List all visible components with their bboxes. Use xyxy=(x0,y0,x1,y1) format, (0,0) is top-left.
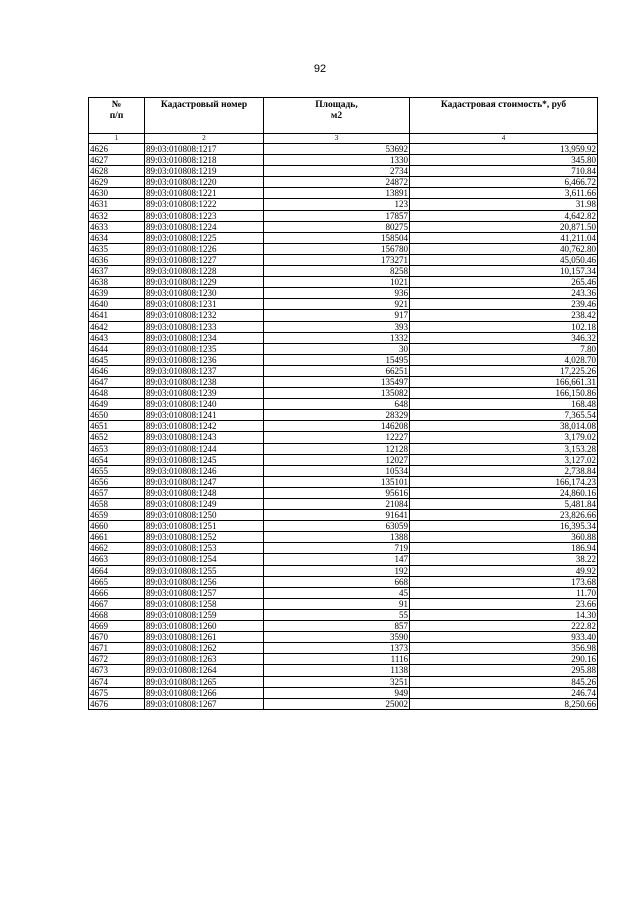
area-value: 393 xyxy=(264,321,410,332)
row-number: 4658 xyxy=(89,499,145,510)
cadastral-number: 89:03:010808:1266 xyxy=(145,687,264,698)
table-row xyxy=(89,410,598,421)
row-number: 4644 xyxy=(89,343,145,354)
cadastral-number: 89:03:010808:1251 xyxy=(145,521,264,532)
row-number: 4633 xyxy=(89,221,145,232)
row-number: 4646 xyxy=(89,365,145,376)
table-row xyxy=(89,698,598,709)
page-number: 92 xyxy=(313,63,327,75)
header-row xyxy=(89,98,598,134)
row-number: 4637 xyxy=(89,266,145,277)
cadastral-number: 89:03:010808:1239 xyxy=(145,388,264,399)
column-number-4: 4 xyxy=(410,134,598,144)
cost-value: 222.82 xyxy=(410,621,598,632)
area-value: 156780 xyxy=(264,243,410,254)
table-row xyxy=(89,521,598,532)
cadastral-number: 89:03:010808:1228 xyxy=(145,266,264,277)
column-number-row xyxy=(89,134,598,144)
cost-value: 4,642.82 xyxy=(410,210,598,221)
cadastral-number: 89:03:010808:1226 xyxy=(145,243,264,254)
column-number-1: 1 xyxy=(89,134,145,144)
cost-value: 3,127.02 xyxy=(410,454,598,465)
area-value: 91 xyxy=(264,598,410,609)
cadastral-number: 89:03:010808:1224 xyxy=(145,221,264,232)
table-row xyxy=(89,687,598,698)
row-number: 4660 xyxy=(89,521,145,532)
area-value: 63059 xyxy=(264,521,410,532)
cadastral-number: 89:03:010808:1220 xyxy=(145,177,264,188)
table-row xyxy=(89,343,598,354)
row-number: 4640 xyxy=(89,299,145,310)
table-row xyxy=(89,166,598,177)
cost-value: 239.46 xyxy=(410,299,598,310)
table-row xyxy=(89,288,598,299)
area-value: 1388 xyxy=(264,532,410,543)
cadastral-number: 89:03:010808:1265 xyxy=(145,676,264,687)
cadastral-number: 89:03:010808:1253 xyxy=(145,543,264,554)
row-number: 4675 xyxy=(89,687,145,698)
table-row xyxy=(89,243,598,254)
row-number: 4654 xyxy=(89,454,145,465)
row-number: 4657 xyxy=(89,487,145,498)
cost-value: 173.68 xyxy=(410,576,598,587)
table-row xyxy=(89,376,598,387)
cost-value: 243.36 xyxy=(410,288,598,299)
area-value: 2734 xyxy=(264,166,410,177)
cadastral-number: 89:03:010808:1264 xyxy=(145,665,264,676)
cost-value: 246.74 xyxy=(410,687,598,698)
cadastral-number: 89:03:010808:1238 xyxy=(145,376,264,387)
cadastral-number: 89:03:010808:1263 xyxy=(145,654,264,665)
cadastral-number: 89:03:010808:1244 xyxy=(145,443,264,454)
cost-value: 356.98 xyxy=(410,643,598,654)
cadastral-number: 89:03:010808:1240 xyxy=(145,399,264,410)
cost-value: 5,481.84 xyxy=(410,499,598,510)
row-number: 4645 xyxy=(89,354,145,365)
cadastral-number: 89:03:010808:1246 xyxy=(145,465,264,476)
row-number: 4673 xyxy=(89,665,145,676)
table-row xyxy=(89,643,598,654)
cost-value: 360.88 xyxy=(410,532,598,543)
cost-value: 3,179.02 xyxy=(410,432,598,443)
table-row xyxy=(89,621,598,632)
cost-value: 186.94 xyxy=(410,543,598,554)
area-value: 8258 xyxy=(264,266,410,277)
cost-value: 11.70 xyxy=(410,587,598,598)
table-row xyxy=(89,321,598,332)
row-number: 4630 xyxy=(89,188,145,199)
cadastral-number: 89:03:010808:1221 xyxy=(145,188,264,199)
table-row xyxy=(89,199,598,210)
row-number: 4661 xyxy=(89,532,145,543)
row-number: 4659 xyxy=(89,510,145,521)
cadastral-number: 89:03:010808:1259 xyxy=(145,609,264,620)
area-value: 648 xyxy=(264,399,410,410)
header-cadastral-cost: Кадастровая стоимость*, руб xyxy=(410,98,598,134)
row-number: 4651 xyxy=(89,421,145,432)
cadastral-table xyxy=(88,97,598,710)
row-number: 4669 xyxy=(89,621,145,632)
row-number: 4636 xyxy=(89,254,145,265)
table-row xyxy=(89,454,598,465)
area-value: 857 xyxy=(264,621,410,632)
area-value: 135497 xyxy=(264,376,410,387)
cadastral-number: 89:03:010808:1249 xyxy=(145,499,264,510)
cost-value: 38.22 xyxy=(410,554,598,565)
cadastral-number: 89:03:010808:1247 xyxy=(145,476,264,487)
cadastral-number: 89:03:010808:1255 xyxy=(145,565,264,576)
table-row xyxy=(89,277,598,288)
row-number: 4627 xyxy=(89,155,145,166)
cadastral-number: 89:03:010808:1231 xyxy=(145,299,264,310)
table-row xyxy=(89,210,598,221)
area-value: 921 xyxy=(264,299,410,310)
area-value: 45 xyxy=(264,587,410,598)
area-value: 15495 xyxy=(264,354,410,365)
table-row xyxy=(89,432,598,443)
area-value: 173271 xyxy=(264,254,410,265)
table-row xyxy=(89,144,598,155)
table-row xyxy=(89,177,598,188)
cost-value: 345.80 xyxy=(410,155,598,166)
cost-value: 710.84 xyxy=(410,166,598,177)
area-value: 668 xyxy=(264,576,410,587)
cost-value: 16,395.34 xyxy=(410,521,598,532)
area-value: 12227 xyxy=(264,432,410,443)
column-number-3: 3 xyxy=(264,134,410,144)
table-row xyxy=(89,399,598,410)
cadastral-number: 89:03:010808:1223 xyxy=(145,210,264,221)
row-number: 4628 xyxy=(89,166,145,177)
header-cadastral-number: Кадастровый номер xyxy=(145,98,264,134)
cost-value: 346.32 xyxy=(410,332,598,343)
table-row xyxy=(89,155,598,166)
table-row xyxy=(89,510,598,521)
cost-value: 45,050.46 xyxy=(410,254,598,265)
cadastral-number: 89:03:010808:1254 xyxy=(145,554,264,565)
cadastral-number: 89:03:010808:1248 xyxy=(145,487,264,498)
row-number: 4662 xyxy=(89,543,145,554)
row-number: 4642 xyxy=(89,321,145,332)
area-value: 10534 xyxy=(264,465,410,476)
area-value: 17857 xyxy=(264,210,410,221)
cost-value: 23.66 xyxy=(410,598,598,609)
cost-value: 31.98 xyxy=(410,199,598,210)
area-value: 80275 xyxy=(264,221,410,232)
cost-value: 7.80 xyxy=(410,343,598,354)
area-value: 1116 xyxy=(264,654,410,665)
cadastral-number: 89:03:010808:1234 xyxy=(145,332,264,343)
table-row xyxy=(89,232,598,243)
cadastral-number: 89:03:010808:1261 xyxy=(145,632,264,643)
cost-value: 7,365.54 xyxy=(410,410,598,421)
cost-value: 41,211.04 xyxy=(410,232,598,243)
cost-value: 295.88 xyxy=(410,665,598,676)
area-value: 28329 xyxy=(264,410,410,421)
table-row xyxy=(89,310,598,321)
table-row xyxy=(89,443,598,454)
row-number: 4653 xyxy=(89,443,145,454)
area-value: 917 xyxy=(264,310,410,321)
area-value: 158504 xyxy=(264,232,410,243)
cost-value: 8,250.66 xyxy=(410,698,598,709)
cadastral-number: 89:03:010808:1260 xyxy=(145,621,264,632)
table-row xyxy=(89,188,598,199)
cadastral-number: 89:03:010808:1243 xyxy=(145,432,264,443)
table-row xyxy=(89,554,598,565)
row-number: 4668 xyxy=(89,609,145,620)
table-row xyxy=(89,365,598,376)
table-row xyxy=(89,665,598,676)
row-number: 4655 xyxy=(89,465,145,476)
header-number: № п/п xyxy=(89,98,145,134)
table-row xyxy=(89,532,598,543)
cadastral-number: 89:03:010808:1218 xyxy=(145,155,264,166)
row-number: 4639 xyxy=(89,288,145,299)
cadastral-number: 89:03:010808:1225 xyxy=(145,232,264,243)
row-number: 4626 xyxy=(89,144,145,155)
cost-value: 166,150.86 xyxy=(410,388,598,399)
area-value: 3590 xyxy=(264,632,410,643)
area-value: 936 xyxy=(264,288,410,299)
cadastral-number: 89:03:010808:1237 xyxy=(145,365,264,376)
cadastral-number: 89:03:010808:1256 xyxy=(145,576,264,587)
table-row xyxy=(89,632,598,643)
cadastral-number: 89:03:010808:1262 xyxy=(145,643,264,654)
area-value: 1138 xyxy=(264,665,410,676)
row-number: 4632 xyxy=(89,210,145,221)
cost-value: 102.18 xyxy=(410,321,598,332)
row-number: 4650 xyxy=(89,410,145,421)
cost-value: 4,028.70 xyxy=(410,354,598,365)
table-row xyxy=(89,609,598,620)
area-value: 55 xyxy=(264,609,410,620)
row-number: 4641 xyxy=(89,310,145,321)
table-row xyxy=(89,421,598,432)
cadastral-number: 89:03:010808:1219 xyxy=(145,166,264,177)
area-value: 13891 xyxy=(264,188,410,199)
cost-value: 3,153.28 xyxy=(410,443,598,454)
row-number: 4648 xyxy=(89,388,145,399)
table-row xyxy=(89,598,598,609)
cost-value: 238.42 xyxy=(410,310,598,321)
cadastral-number: 89:03:010808:1242 xyxy=(145,421,264,432)
cadastral-number: 89:03:010808:1232 xyxy=(145,310,264,321)
row-number: 4652 xyxy=(89,432,145,443)
cost-value: 2,738.84 xyxy=(410,465,598,476)
area-value: 12128 xyxy=(264,443,410,454)
area-value: 24872 xyxy=(264,177,410,188)
cost-value: 40,762.80 xyxy=(410,243,598,254)
row-number: 4634 xyxy=(89,232,145,243)
table-row xyxy=(89,499,598,510)
row-number: 4663 xyxy=(89,554,145,565)
cadastral-number: 89:03:010808:1245 xyxy=(145,454,264,465)
table-row xyxy=(89,299,598,310)
column-number-2: 2 xyxy=(145,134,264,144)
cost-value: 17,225.26 xyxy=(410,365,598,376)
table-row xyxy=(89,332,598,343)
row-number: 4629 xyxy=(89,177,145,188)
area-value: 1330 xyxy=(264,155,410,166)
row-number: 4664 xyxy=(89,565,145,576)
cadastral-number: 89:03:010808:1235 xyxy=(145,343,264,354)
table-body xyxy=(89,144,598,710)
table-row xyxy=(89,587,598,598)
area-value: 25002 xyxy=(264,698,410,709)
cadastral-number: 89:03:010808:1250 xyxy=(145,510,264,521)
area-value: 3251 xyxy=(264,676,410,687)
area-value: 66251 xyxy=(264,365,410,376)
cadastral-number: 89:03:010808:1222 xyxy=(145,199,264,210)
area-value: 1373 xyxy=(264,643,410,654)
row-number: 4649 xyxy=(89,399,145,410)
cost-value: 290.16 xyxy=(410,654,598,665)
area-value: 949 xyxy=(264,687,410,698)
cadastral-number: 89:03:010808:1252 xyxy=(145,532,264,543)
cadastral-number: 89:03:010808:1241 xyxy=(145,410,264,421)
row-number: 4665 xyxy=(89,576,145,587)
row-number: 4671 xyxy=(89,643,145,654)
row-number: 4656 xyxy=(89,476,145,487)
row-number: 4643 xyxy=(89,332,145,343)
row-number: 4672 xyxy=(89,654,145,665)
table-row xyxy=(89,565,598,576)
cost-value: 14.30 xyxy=(410,609,598,620)
area-value: 147 xyxy=(264,554,410,565)
area-value: 95616 xyxy=(264,487,410,498)
table-row xyxy=(89,221,598,232)
cost-value: 168.48 xyxy=(410,399,598,410)
table-header xyxy=(89,98,598,144)
area-value: 12027 xyxy=(264,454,410,465)
cadastral-number: 89:03:010808:1227 xyxy=(145,254,264,265)
row-number: 4638 xyxy=(89,277,145,288)
row-number: 4666 xyxy=(89,587,145,598)
header-area: Площадь, м2 xyxy=(264,98,410,134)
cost-value: 38,014.08 xyxy=(410,421,598,432)
area-value: 1021 xyxy=(264,277,410,288)
area-value: 30 xyxy=(264,343,410,354)
area-value: 719 xyxy=(264,543,410,554)
cadastral-number: 89:03:010808:1257 xyxy=(145,587,264,598)
cadastral-number: 89:03:010808:1267 xyxy=(145,698,264,709)
cost-value: 49.92 xyxy=(410,565,598,576)
cost-value: 20,871.50 xyxy=(410,221,598,232)
row-number: 4631 xyxy=(89,199,145,210)
table-row xyxy=(89,476,598,487)
cost-value: 10,157.34 xyxy=(410,266,598,277)
row-number: 4674 xyxy=(89,676,145,687)
cost-value: 933.40 xyxy=(410,632,598,643)
cost-value: 3,611.66 xyxy=(410,188,598,199)
cadastral-number: 89:03:010808:1217 xyxy=(145,144,264,155)
area-value: 1332 xyxy=(264,332,410,343)
table-row xyxy=(89,465,598,476)
cadastral-number: 89:03:010808:1236 xyxy=(145,354,264,365)
row-number: 4676 xyxy=(89,698,145,709)
cost-value: 845.26 xyxy=(410,676,598,687)
area-value: 91641 xyxy=(264,510,410,521)
table-row xyxy=(89,266,598,277)
row-number: 4635 xyxy=(89,243,145,254)
cost-value: 13,959.92 xyxy=(410,144,598,155)
cadastral-number: 89:03:010808:1233 xyxy=(145,321,264,332)
cost-value: 6,466.72 xyxy=(410,177,598,188)
table-row xyxy=(89,676,598,687)
cost-value: 23,826.66 xyxy=(410,510,598,521)
table-row xyxy=(89,487,598,498)
table-row xyxy=(89,576,598,587)
cost-value: 166,174.23 xyxy=(410,476,598,487)
row-number: 4670 xyxy=(89,632,145,643)
cost-value: 265.46 xyxy=(410,277,598,288)
cadastral-number: 89:03:010808:1230 xyxy=(145,288,264,299)
table-row xyxy=(89,388,598,399)
area-value: 146208 xyxy=(264,421,410,432)
cost-value: 166,661.31 xyxy=(410,376,598,387)
table-row xyxy=(89,254,598,265)
table-row xyxy=(89,543,598,554)
cadastral-number: 89:03:010808:1229 xyxy=(145,277,264,288)
cost-value: 24,860.16 xyxy=(410,487,598,498)
area-value: 135082 xyxy=(264,388,410,399)
area-value: 135101 xyxy=(264,476,410,487)
table-row xyxy=(89,354,598,365)
table-row xyxy=(89,654,598,665)
area-value: 192 xyxy=(264,565,410,576)
row-number: 4667 xyxy=(89,598,145,609)
cadastral-number: 89:03:010808:1258 xyxy=(145,598,264,609)
row-number: 4647 xyxy=(89,376,145,387)
area-value: 53692 xyxy=(264,144,410,155)
area-value: 123 xyxy=(264,199,410,210)
area-value: 21084 xyxy=(264,499,410,510)
